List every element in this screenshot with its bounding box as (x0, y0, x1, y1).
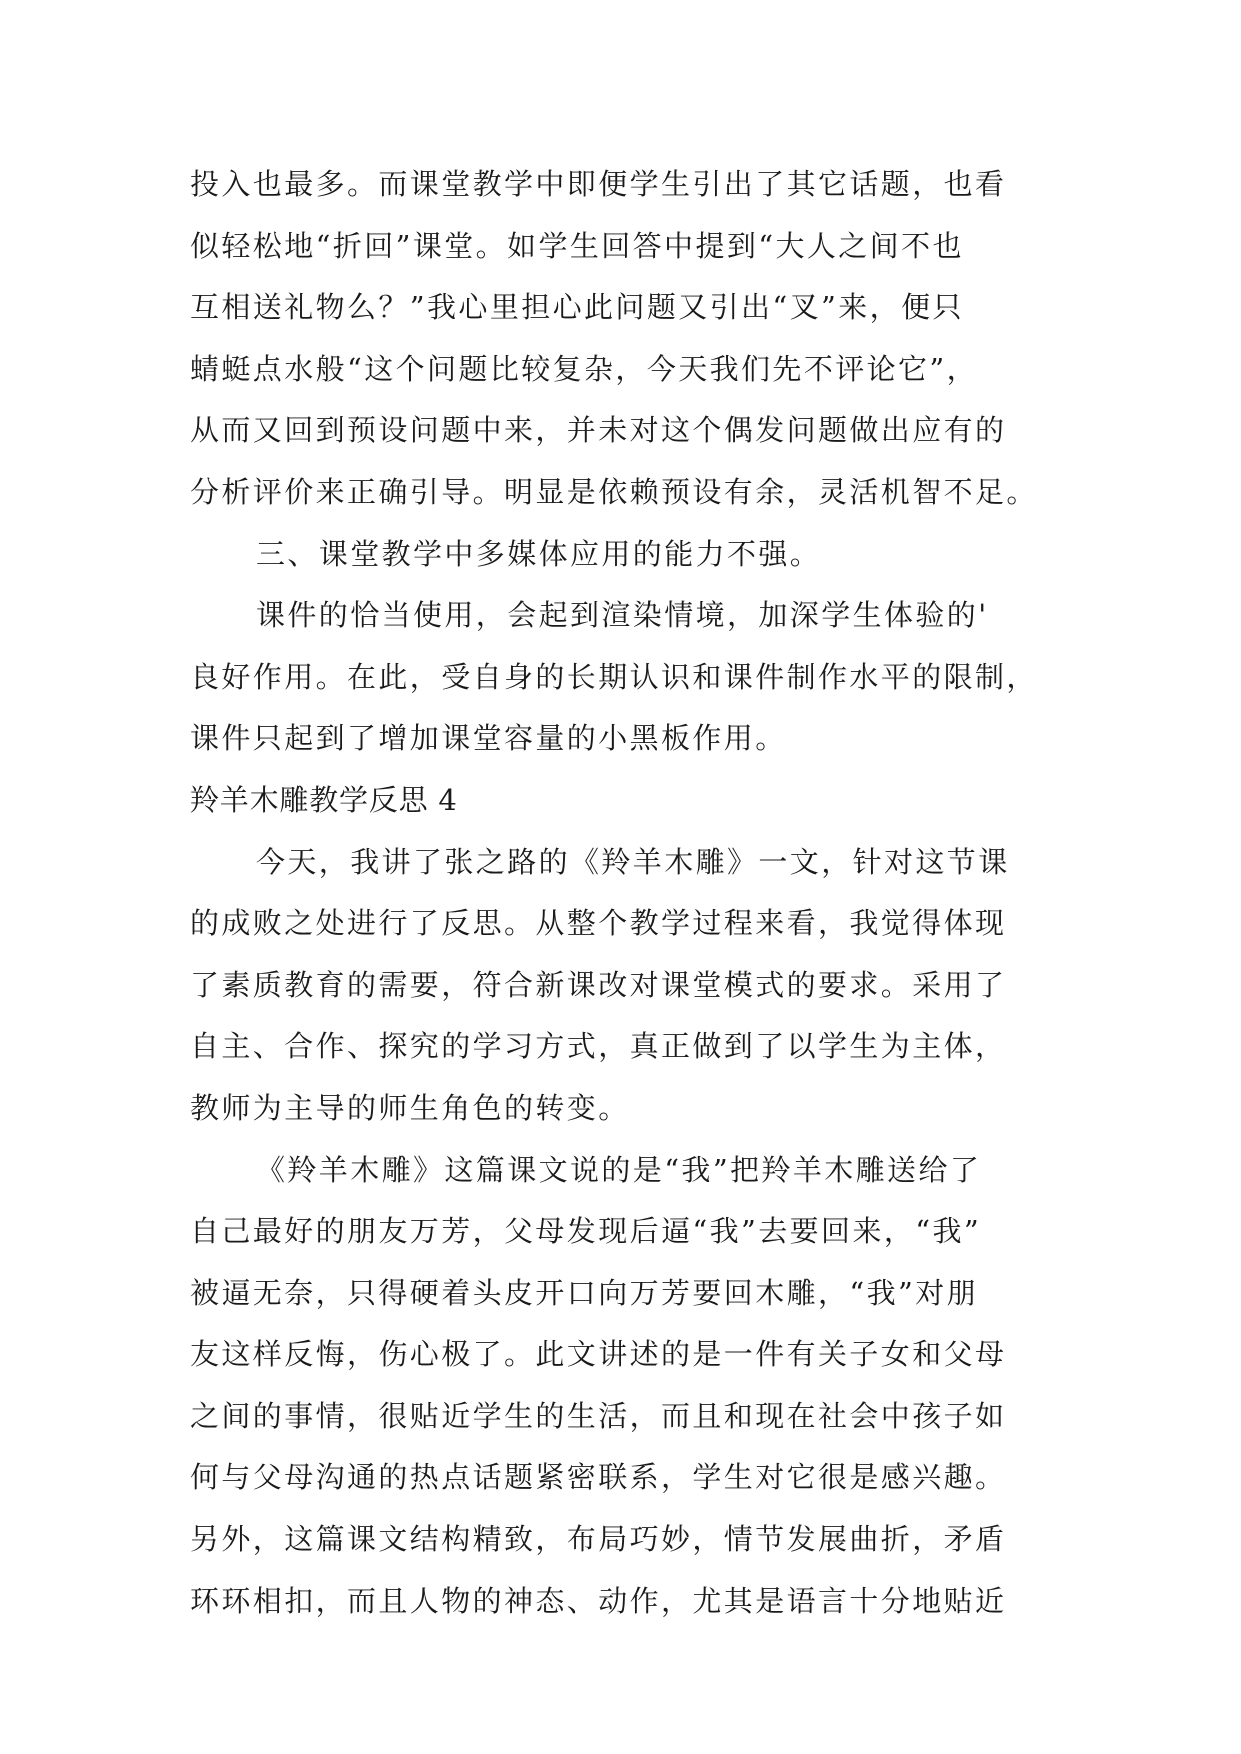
paragraph-line: 了素质教育的需要，符合新课改对课堂模式的要求。采用了 (190, 967, 1007, 1002)
paragraph-line: 今天，我讲了张之路的《羚羊木雕》一文，针对这节课 (256, 844, 1010, 879)
paragraph-line: 蜻蜓点水般“这个问题比较复杂，今天我们先不评论它”， (190, 351, 979, 386)
paragraph-line: 教师为主导的师生角色的转变。 (190, 1090, 630, 1125)
paragraph-line: 互相送礼物么？”我心里担心此问题又引出“叉”来，便只 (190, 290, 964, 325)
paragraph-line: 分析评价来正确引导。明显是依赖预设有余，灵活机智不足。 (190, 474, 1038, 509)
paragraph-line: 自主、合作、探究的学习方式，真正做到了以学生为主体， (190, 1029, 1007, 1064)
paragraph-line: 良好作用。在此，受自身的长期认识和课件制作水平的限制， (190, 659, 1038, 694)
paragraph-line: 课件的恰当使用，会起到渲染情境，加深学生体验的' (256, 598, 989, 633)
paragraph-line: 之间的事情，很贴近学生的生活，而且和现在社会中孩子如 (190, 1398, 1007, 1433)
paragraph-line: 课件只起到了增加课堂容量的小黑板作用。 (190, 721, 787, 756)
paragraph-line: 《羚羊木雕》这篇课文说的是“我”把羚羊木雕送给了 (256, 1152, 982, 1187)
paragraph-line: 的成败之处进行了反思。从整个教学过程来看，我觉得体现 (190, 906, 1007, 941)
paragraph-line: 投入也最多。而课堂教学中即便学生引出了其它话题，也看 (190, 167, 1007, 201)
point-heading: 三、课堂教学中多媒体应用的能力不强。 (256, 536, 822, 571)
paragraph-line: 从而又回到预设问题中来，并未对这个偶发问题做出应有的 (190, 413, 1007, 448)
article-title: 羚羊木雕教学反思 4 (190, 782, 458, 817)
paragraph-line: 被逼无奈，只得硬着头皮开口向万芳要回木雕，“我”对朋 (190, 1275, 979, 1310)
paragraph-line: 自己最好的朋友万芳，父母发现后逼“我”去要回来，“我” (190, 1214, 982, 1249)
paragraph-line: 何与父母沟通的热点话题紧密联系，学生对它很是感兴趣。 (190, 1460, 1007, 1495)
paragraph-line: 环环相扣，而且人物的神态、动作，尤其是语言十分地贴近 (190, 1583, 1007, 1618)
paragraph-line: 似轻松地“折回”课堂。如学生回答中提到“大人之间不也 (190, 228, 964, 263)
paragraph-line: 友这样反悔，伤心极了。此文讲述的是一件有关子女和父母 (190, 1337, 1007, 1372)
document-body (190, 154, 1070, 1632)
paragraph-line: 另外，这篇课文结构精致，布局巧妙，情节发展曲折，矛盾 (190, 1522, 1007, 1557)
